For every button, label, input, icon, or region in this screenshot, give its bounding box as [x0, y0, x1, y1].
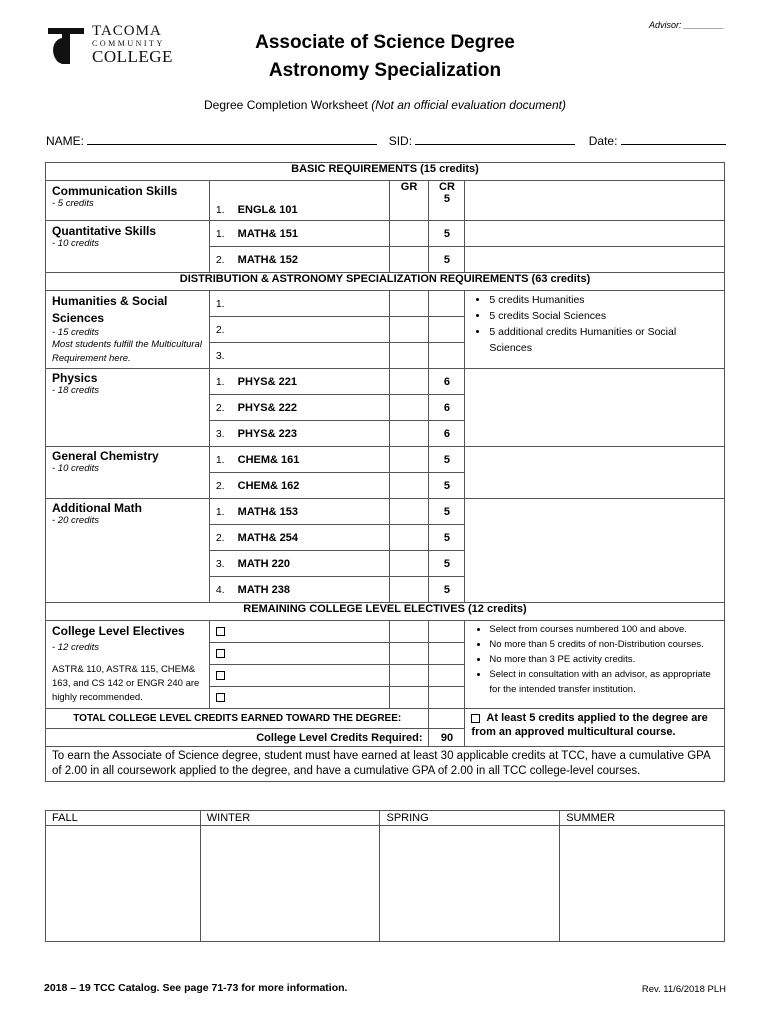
credit-cell[interactable]: [429, 687, 465, 709]
course-code: CHEM& 161: [237, 453, 300, 466]
row-number: 4.: [215, 583, 225, 596]
humanities-notes: [465, 291, 725, 369]
quarter-fall-header: FALL: [46, 811, 201, 826]
quantitative-skills-label: Quantitative Skills: [52, 224, 157, 238]
physics-label: Physics: [52, 371, 98, 385]
logo-line-3: COLLEGE: [92, 47, 173, 66]
electives-credits-note: - 12 credits: [52, 642, 99, 653]
grade-cell[interactable]: [389, 421, 429, 447]
course-entry[interactable]: [209, 395, 389, 421]
note-item: • No more than 5 credits of non-Distribution courses.: [489, 637, 718, 652]
elective-entry[interactable]: [209, 687, 389, 709]
row-number: 2.: [215, 479, 225, 492]
elective-entry[interactable]: [209, 643, 389, 665]
row-number: 1.: [215, 375, 225, 388]
subtitle-main: Degree Completion Worksheet: [204, 98, 372, 112]
credit-value: 5: [429, 551, 465, 577]
elective-entry[interactable]: [209, 665, 389, 687]
quarter-summer-header: SUMMER: [560, 811, 725, 826]
gr-header: GR: [400, 181, 418, 193]
checkbox[interactable]: [216, 649, 225, 658]
worksheet-subtitle: [0, 98, 770, 112]
quarter-winter-plan[interactable]: [200, 826, 380, 942]
course-code: ENGL& 101: [237, 204, 298, 216]
course-entry[interactable]: [209, 291, 389, 317]
grade-cell[interactable]: [389, 577, 429, 603]
credit-value: 5: [429, 221, 465, 247]
grade-cell[interactable]: [389, 447, 429, 473]
additional-math-label: Additional Math: [52, 501, 142, 515]
checkbox[interactable]: [216, 671, 225, 680]
course-entry[interactable]: [209, 369, 389, 395]
course-code: MATH& 151: [237, 227, 298, 240]
humanities-cell: [46, 291, 210, 369]
communication-credits-note: - 5 credits: [52, 198, 94, 209]
gpa-requirement-note: To earn the Associate of Science degree, student must have earned at least 30 applicable credits at TCC, have a cumulative GPA of 2.00 in all coursework applied to the degree, and have a cumulative GPA of 2.00 in all TCC college-level courses.: [46, 747, 725, 782]
quarter-spring-header: SPRING: [380, 811, 560, 826]
credit-value: 6: [429, 421, 465, 447]
row-number: 3.: [215, 557, 225, 570]
course-code: MATH 220: [237, 557, 291, 570]
humanities-label: Humanities & Social Sciences: [52, 294, 168, 325]
chemistry-credits-note: - 10 credits: [52, 463, 99, 474]
quarter-summer-plan[interactable]: [560, 826, 725, 942]
course-code: PHYS& 223: [237, 427, 297, 440]
distribution-header: DISTRIBUTION & ASTRONOMY SPECIALIZATION REQUIREMENTS (63 credits): [46, 273, 725, 291]
notes-cell: [465, 221, 725, 247]
student-info-row: [46, 134, 726, 148]
credit-cell: [429, 181, 465, 221]
course-entry[interactable]: [209, 221, 389, 247]
quarter-spring-plan[interactable]: [380, 826, 560, 942]
credit-cell[interactable]: [429, 291, 465, 317]
grade-cell[interactable]: [389, 247, 429, 273]
additional-math-cell: [46, 499, 210, 603]
elective-entry[interactable]: [209, 621, 389, 643]
row-number: 3.: [215, 427, 225, 440]
advisor-field[interactable]: Advisor: ________: [648, 20, 724, 30]
cr-header: CR: [439, 181, 455, 193]
total-credits-earned-label: TOTAL COLLEGE LEVEL CREDITS EARNED TOWARD THE DEGREE:: [46, 709, 429, 729]
notes-cell: [465, 181, 725, 221]
chemistry-label: General Chemistry: [52, 449, 159, 463]
course-entry[interactable]: [209, 473, 389, 499]
grade-cell[interactable]: [389, 665, 429, 687]
grade-cell[interactable]: [389, 473, 429, 499]
note-item: • 5 credits Humanities: [489, 292, 718, 308]
checkbox[interactable]: [471, 714, 480, 723]
quarter-winter-header: WINTER: [200, 811, 380, 826]
credit-value: 5: [429, 247, 465, 273]
row-number: 2.: [215, 323, 225, 336]
catalog-year: 2018 – 19 TCC Catalog. See: [44, 982, 185, 994]
electives-label: College Level Electives: [52, 624, 185, 638]
course-code: PHYS& 222: [237, 401, 297, 414]
course-entry[interactable]: [209, 247, 389, 273]
grade-cell[interactable]: [389, 687, 429, 709]
multicultural-note: Most students fulfill the Multicultural Requirement here.: [52, 339, 202, 364]
quarter-fall-plan[interactable]: [46, 826, 201, 942]
course-entry[interactable]: [209, 499, 389, 525]
communication-skills-label: Communication Skills: [52, 184, 178, 198]
sid-field[interactable]: [415, 134, 575, 145]
notes-cell: [465, 247, 725, 273]
multicultural-requirement: [465, 709, 725, 747]
credit-cell[interactable]: [429, 643, 465, 665]
logo-line-1: TACOMA: [92, 23, 162, 39]
grade-cell[interactable]: [389, 499, 429, 525]
page-title: Associate of Science Degree: [255, 32, 515, 53]
logo-line-2: COMMUNITY: [92, 39, 165, 48]
chemistry-cell: [46, 447, 210, 499]
course-code: MATH 238: [237, 583, 291, 596]
notes-cell: [465, 499, 725, 603]
multicultural-text: At least 5 credits applied to the degree are from an approved multicultural course.: [471, 712, 708, 738]
row-number: 2.: [215, 253, 225, 266]
grade-cell[interactable]: [389, 643, 429, 665]
additional-math-credits-note: - 20 credits: [52, 515, 99, 526]
credit-value: 5: [443, 193, 451, 205]
total-credits-earned-field[interactable]: [429, 709, 465, 729]
quarter-planner: [45, 810, 725, 942]
note-item: • Select in consultation with an advisor, as appropriate for the intended transfer institution.: [489, 667, 718, 697]
date-label: Date:: [588, 134, 618, 148]
row-number: 3.: [215, 349, 225, 362]
physics-credits-note: - 18 credits: [52, 385, 99, 396]
credit-cell[interactable]: [429, 317, 465, 343]
checkbox[interactable]: [216, 627, 225, 636]
grade-cell[interactable]: [389, 525, 429, 551]
grade-cell[interactable]: [389, 343, 429, 369]
recommended-courses: ASTR& 110, ASTR& 115, CHEM& 163, and CS 142 or ENGR 240 are highly recommended.: [52, 664, 200, 703]
credit-value: 5: [429, 473, 465, 499]
requirements-table: [45, 162, 725, 782]
credit-value: 6: [429, 369, 465, 395]
sid-label: SID:: [388, 134, 413, 148]
notes-cell: [465, 369, 725, 447]
credit-value: 5: [429, 447, 465, 473]
row-number: 2.: [215, 401, 225, 414]
date-field[interactable]: [621, 134, 726, 145]
revision-note: Rev. 11/6/2018 PLH: [641, 984, 726, 995]
course-code: MATH& 152: [237, 253, 298, 266]
credit-value: 5: [429, 577, 465, 603]
grade-cell[interactable]: [389, 369, 429, 395]
course-entry[interactable]: [209, 551, 389, 577]
course-code: MATH& 153: [237, 505, 298, 518]
credit-cell[interactable]: [429, 665, 465, 687]
grade-cell[interactable]: [389, 551, 429, 577]
course-code: CHEM& 162: [237, 479, 300, 492]
electives-cell: [46, 621, 210, 709]
course-code: MATH& 254: [237, 531, 298, 544]
note-item: • 5 credits Social Sciences: [489, 308, 718, 324]
notes-cell: [465, 447, 725, 499]
credit-cell[interactable]: [429, 621, 465, 643]
communication-skills-cell: [46, 181, 210, 221]
row-number: 1.: [215, 453, 225, 466]
name-field[interactable]: [87, 134, 377, 145]
physics-cell: [46, 369, 210, 447]
grade-cell[interactable]: [389, 221, 429, 247]
electives-header: REMAINING COLLEGE LEVEL ELECTIVES (12 credits): [46, 603, 725, 621]
catalog-pages: page 71-73 for more information.: [184, 982, 348, 994]
credit-cell[interactable]: [429, 343, 465, 369]
credit-value: 6: [429, 395, 465, 421]
credits-required-value: 90: [429, 729, 465, 747]
quantitative-credits-note: - 10 credits: [52, 238, 99, 249]
grade-cell[interactable]: [389, 291, 429, 317]
note-item: • No more than 3 PE activity credits.: [489, 652, 718, 667]
grade-cell[interactable]: [389, 181, 429, 221]
row-number: 2.: [215, 531, 225, 544]
row-number: 1.: [215, 505, 225, 518]
row-number: 1.: [215, 204, 225, 216]
basic-requirements-header: BASIC REQUIREMENTS (15 credits): [46, 163, 725, 181]
course-entry[interactable]: [209, 181, 389, 221]
course-entry[interactable]: [209, 447, 389, 473]
catalog-reference: [44, 982, 347, 994]
humanities-credits-note: - 15 credits: [52, 327, 99, 338]
grade-cell[interactable]: [389, 621, 429, 643]
electives-notes: [465, 621, 725, 709]
credit-value: 5: [429, 525, 465, 551]
row-number: 1.: [215, 227, 225, 240]
page-subtitle: Astronomy Specialization: [268, 60, 502, 81]
quantitative-skills-cell: [46, 221, 210, 273]
grade-cell[interactable]: [389, 317, 429, 343]
course-entry[interactable]: [209, 343, 389, 369]
course-code: PHYS& 221: [237, 375, 297, 388]
credits-required-label: College Level Credits Required:: [46, 729, 429, 747]
course-entry[interactable]: [209, 525, 389, 551]
name-label: NAME:: [46, 134, 85, 148]
grade-cell[interactable]: [389, 395, 429, 421]
course-entry[interactable]: [209, 421, 389, 447]
note-item: • 5 additional credits Humanities or Social Sciences: [489, 324, 718, 356]
subtitle-disclaimer: (Not an official evaluation document): [371, 98, 566, 112]
course-entry[interactable]: [209, 317, 389, 343]
checkbox[interactable]: [216, 693, 225, 702]
row-number: 1.: [215, 297, 225, 310]
course-entry[interactable]: [209, 577, 389, 603]
note-item: • Select from courses numbered 100 and above.: [489, 622, 718, 637]
credit-value: 5: [429, 499, 465, 525]
